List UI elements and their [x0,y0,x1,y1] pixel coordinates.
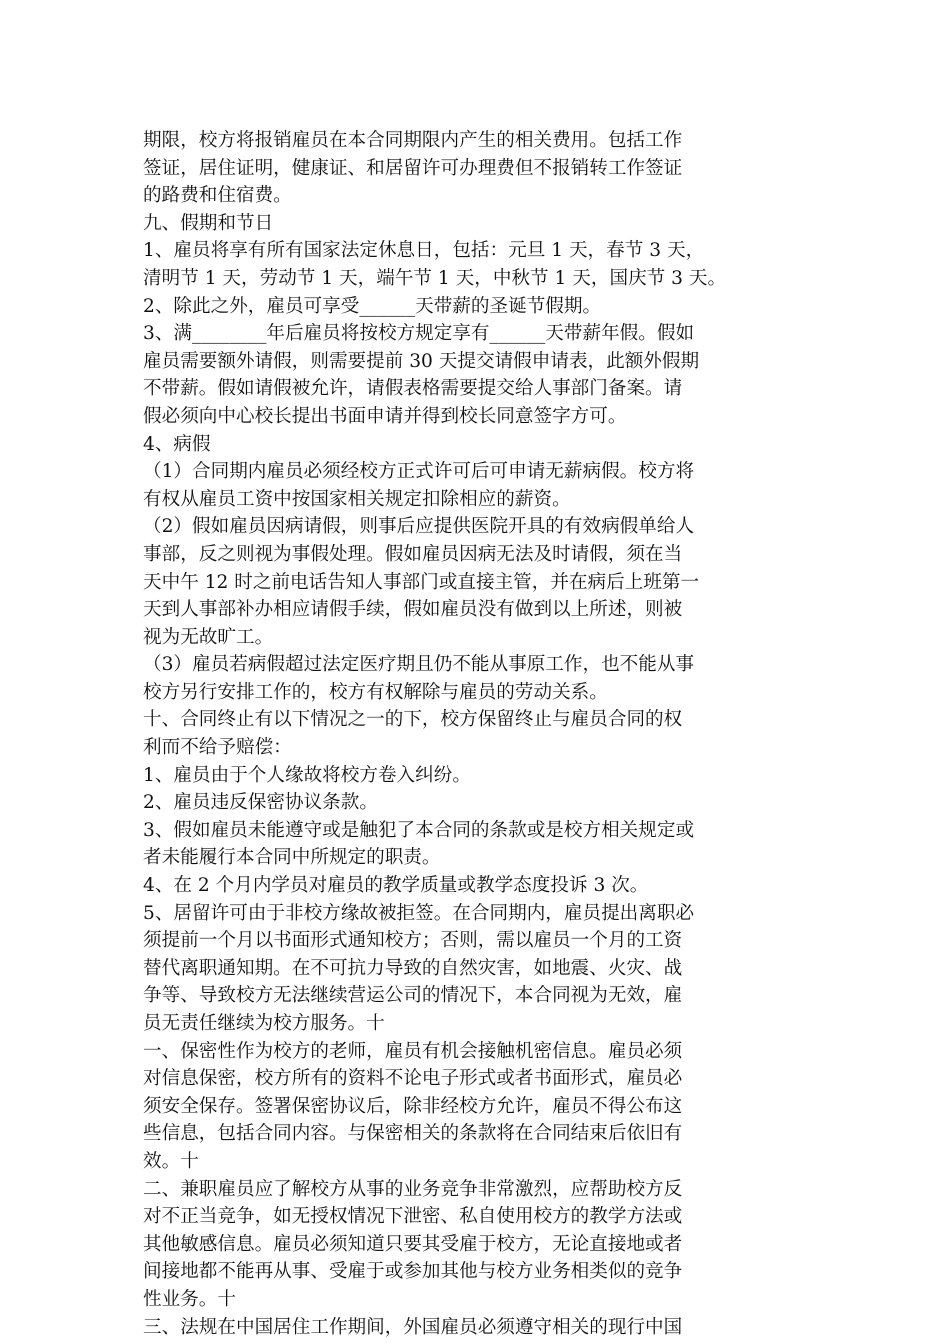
text-line: 对信息保密，校方所有的资料不论电子形式或者书面形式，雇员必 [143,1068,683,1090]
text-line: （3）雇员若病假超过法定医疗期且仍不能从事原工作，也不能从事 [143,654,695,676]
text-line: 期限，校方将报销雇员在本合同期限内产生的相关费用。包括工作 [143,130,683,151]
text-line: （1）合同期内雇员必须经校方正式许可后可申请无薪病假。校方将 [143,461,695,483]
text-line: 其他敏感信息。雇员必须知道只要其受雇于校方，无论直接地或者 [143,1233,683,1255]
text-line: 2、雇员违反保密协议条款。 [143,792,378,814]
text-line: 员无责任继续为校方服务。十 [143,1013,385,1034]
text-line: 4、病假 [143,433,211,455]
text-line: 2、除此之外，雇员可享受______天带薪的圣诞节假期。 [143,295,602,317]
text-line: 须安全保存。签署保密协议后，除非经校方允许，雇员不得公布这 [143,1095,683,1117]
text-line: 利而不给予赔偿： [143,737,292,759]
text-line: 4、在 2 个月内学员对雇员的教学质量或教学态度投诉 3 次。 [143,875,649,897]
text-line: 视为无故旷工。 [143,626,274,648]
text-line: 1、雇员将享有所有国家法定休息日，包括：元旦 1 天，春节 3 天， [143,240,705,262]
text-line: 天中午 12 时之前电话告知人事部门或直接主管，并在病后上班第一 [143,571,700,593]
text-line: 的路费和住宿费。 [143,185,292,207]
text-line: 争等、导致校方无法继续营运公司的情况下，本合同视为无效，雇 [143,985,683,1007]
text-line: 效。十 [143,1150,199,1172]
text-line: 替代离职通知期。在不可抗力导致的自然灾害，如地震、火灾、战 [143,957,683,979]
text-line: （2）假如雇员因病请假，则事后应提供医院开具的有效病假单给人 [143,516,695,538]
text-line: 三、法规在中国居住工作期间，外国雇员必须遵守相关的现行中国 [143,1316,683,1338]
text-line: 签证，居住证明，健康证、和居留许可办理费但不报销转工作签证 [143,157,683,179]
text-line: 3、假如雇员未能遵守或是触犯了本合同的条款或是校方相关规定或 [143,819,695,841]
text-line: 二、兼职雇员应了解校方从事的业务竞争非常激烈，应帮助校方反 [143,1178,683,1200]
text-line: 性业务。十 [143,1288,236,1310]
text-line: 校方另行安排工作的，校方有权解除与雇员的劳动关系。 [143,681,608,703]
text-line: 清明节 1 天，劳动节 1 天，端午节 1 天，中秋节 1 天，国庆节 3 天。 [143,267,727,289]
text-line: 1、雇员由于个人缘故将校方卷入纠纷。 [143,764,471,786]
text-line: 须提前一个月以书面形式通知校方；否则，需以雇员一个月的工资 [143,930,683,952]
text-line: 雇员需要额外请假，则需要提前 30 天提交请假申请表，此额外假期 [143,350,700,372]
text-line: 天到人事部补办相应请假手续，假如雇员没有做到以上所述，则被 [143,599,683,621]
text-line: 有权从雇员工资中按国家相关规定扣除相应的薪资。 [143,488,571,510]
text-line: 5、居留许可由于非校方缘故被拒签。在合同期内，雇员提出离职必 [143,902,695,924]
text-line: 间接地都不能再从事、受雇于或参加其他与校方业务相类似的竞争 [143,1261,683,1283]
document-body [143,127,813,1341]
text-line: 些信息，包括合同内容。与保密相关的条款将在合同结束后依旧有 [143,1123,683,1145]
text-line: 对不正当竞争，如无授权情况下泄密、私自使用校方的教学方法或 [143,1206,683,1228]
text-line: 假必须向中心校长提出书面申请并得到校长同意签字方可。 [143,405,627,427]
text-line: 一、保密性作为校方的老师，雇员有机会接触机密信息。雇员必须 [143,1040,683,1062]
text-line: 者未能履行本合同中所规定的职责。 [143,847,441,869]
text-line: 十、合同终止有以下情况之一的下，校方保留终止与雇员合同的权 [143,709,683,731]
text-line: 3、满________年后雇员将按校方规定享有______天带薪年假。假如 [143,323,695,345]
text-line: 事部，反之则视为事假处理。假如雇员因病无法及时请假，须在当 [143,543,683,565]
text-line: 不带薪。假如请假被允许，请假表格需要提交给人事部门备案。请 [143,378,683,400]
text-line: 九、假期和节日 [143,212,274,234]
